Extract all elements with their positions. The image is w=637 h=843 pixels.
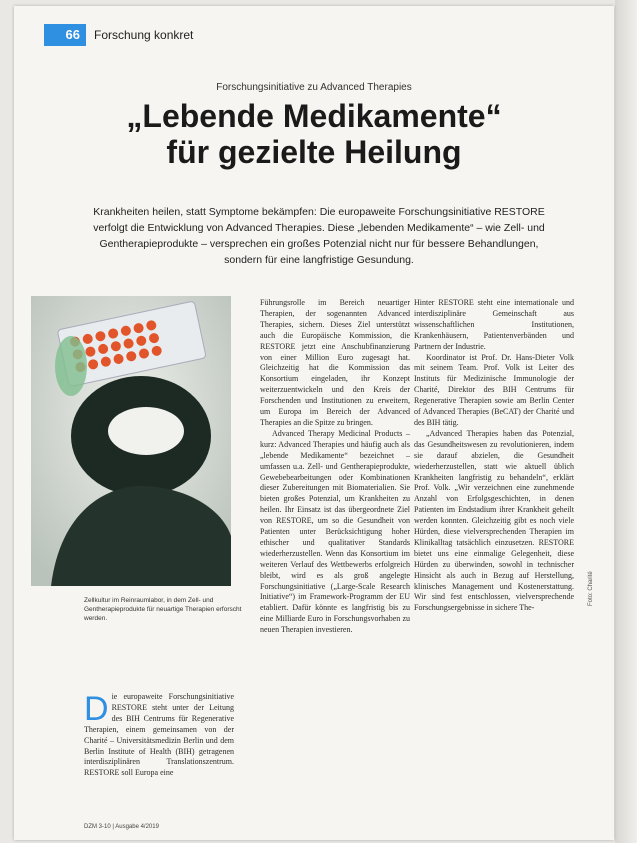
page-footer: DZM 3-10 | Ausgabe 4/2019 xyxy=(84,824,159,830)
lab-photo xyxy=(31,296,231,586)
column-3-paragraph: Hinter RESTORE steht eine internationale und interdisziplinäre Gemeinschaft aus wissenschaftlichen Institutionen, Krankenhäusern, Patientenverbänden und Partnern der Industrie. xyxy=(414,298,574,351)
title-line-2: für gezielte Heilung xyxy=(166,134,462,170)
article-title xyxy=(14,98,614,170)
drop-cap: D xyxy=(84,690,109,728)
article-kicker: Forschungsinitiative zu Advanced Therapies xyxy=(216,82,412,93)
column-2-paragraph: Advanced Therapy Medicinal Products – kurz: Advanced Therapies und häufig auch als „lebende Medikamente“ bezeichnet – umfassen u.a. Zell- und Gentherapieprodukte, Gewebebearbeitungen oder Kombinationen dieser Zubereitungen mit Biomaterialien. Sie bieten großes Potenzial, um Krankheiten zu heilen. Ihr Einsatz ist das übergeordnete Ziel von RESTORE, um so die Gesundheit von Patienten unter Berücksichtigung hoher ethischer und qualitativer Standards wiederherzustellen. Wenn das Konsortium im weiteren Verlauf des Wettbewerbs erfolgreich bleibt, wird es als groß angelegte Forschungsinitiative („Large-Scale Research Initiative“) im Framework-Programm der EU etabliert. Dafür könnte es langfristig bis zu eine Milliarde Euro in Forschungsvorhaben zu neuen Therapien investieren. xyxy=(260,428,410,635)
title-line-1: „Lebende Medikamente“ xyxy=(126,98,502,134)
magazine-page xyxy=(14,6,614,840)
body-column-1 xyxy=(84,692,234,779)
section-title: Forschung konkret xyxy=(94,28,194,42)
page-number: 66 xyxy=(44,24,86,46)
photo-caption: Zellkultur im Reinraumlabor, in dem Zell- und Gentherapieprodukte für neuartige Therapien erforscht werden. xyxy=(84,597,242,622)
column-2-paragraph: Führungsrolle im Bereich neuartiger Therapien, der sogenannten Advanced Therapies, sichern. Dieses Ziel unterstützt auch die Europäische Kommission, die RESTORE jetzt eine Anschubfinanzierung von einer Million Euro zugesagt hat. Gleichzeitig hat die Kommission das Konsortium eingeladen, ihr Konzept weiterzuentwickeln und den Kreis der Forschenden und Institutionen zu erweitern, um Europa im Bereich der Advanced Therapies an die Spitze zu bringen. xyxy=(260,298,410,427)
article-lead: Krankheiten heilen, statt Symptome bekämpfen: Die europaweite Forschungsinitiative RESTORE verfolgt die Entwicklung von Advanced Therapies. Diese „lebenden Medikamente“ – wie Zell- und Gentherapieprodukte – versprechen ein großes Potenzial nicht nur für bessere Behandlungen, sondern für eine langfristige Gesundung. xyxy=(93,206,545,266)
column-3-paragraph: „Advanced Therapies haben das Potenzial, das Gesundheitswesen zu revolutionieren, indem sie darauf abzielen, die Gesundheit wiederherzustellen, statt wie aktuell üblich Krankheiten langfristig zu behandeln“, erklärt Prof. Volk. „Wir verzeichnen eine zunehmende Anzahl von Erfolgsgeschichten, in denen Patienten im Endstadium ihrer Krankheit geheilt werden konnten. Gleichzeitig gibt es noch viele Hürden, diese vielversprechenden Therapien im Klinikalltag tatsächlich einzusetzen. RESTORE bietet uns eine einmalige Gelegenheit, diese Hürden zu überwinden, sowohl in technischer Hinsicht als auch in Bezug auf Herstellung, klinisches Management und Kostenerstattung. Wir sind fest entschlossen, vielversprechende Forschungsergebnisse in sichere The- xyxy=(414,428,574,613)
book-spine xyxy=(615,0,637,843)
photo-credit: Foto: Charité xyxy=(588,571,594,606)
column-1-text: ie europaweite Forschungsinitiative RESTORE steht unter der Leitung des BIH Centrums für Regenerative Therapien, einem gemeinsamen von der Charité – Universitätsmedizin Berlin und dem Berlin Institute of Health (BIH) getragenen interdisziplinären Translationszentrum. RESTORE soll Europa eine xyxy=(84,692,234,778)
body-column-2 xyxy=(260,298,410,636)
body-column-3 xyxy=(414,298,574,614)
column-3-paragraph: Koordinator ist Prof. Dr. Hans-Dieter Volk mit seinem Team. Prof. Volk ist Leiter des Instituts für Medizinische Immunologie der Charité, Direktor des BIH Centrums für Regenerative Therapien sowie am Berlin Center of Advanced Therapies (BeCAT) der Charité und des BIH tätig. xyxy=(414,352,574,427)
page-header xyxy=(14,24,614,46)
